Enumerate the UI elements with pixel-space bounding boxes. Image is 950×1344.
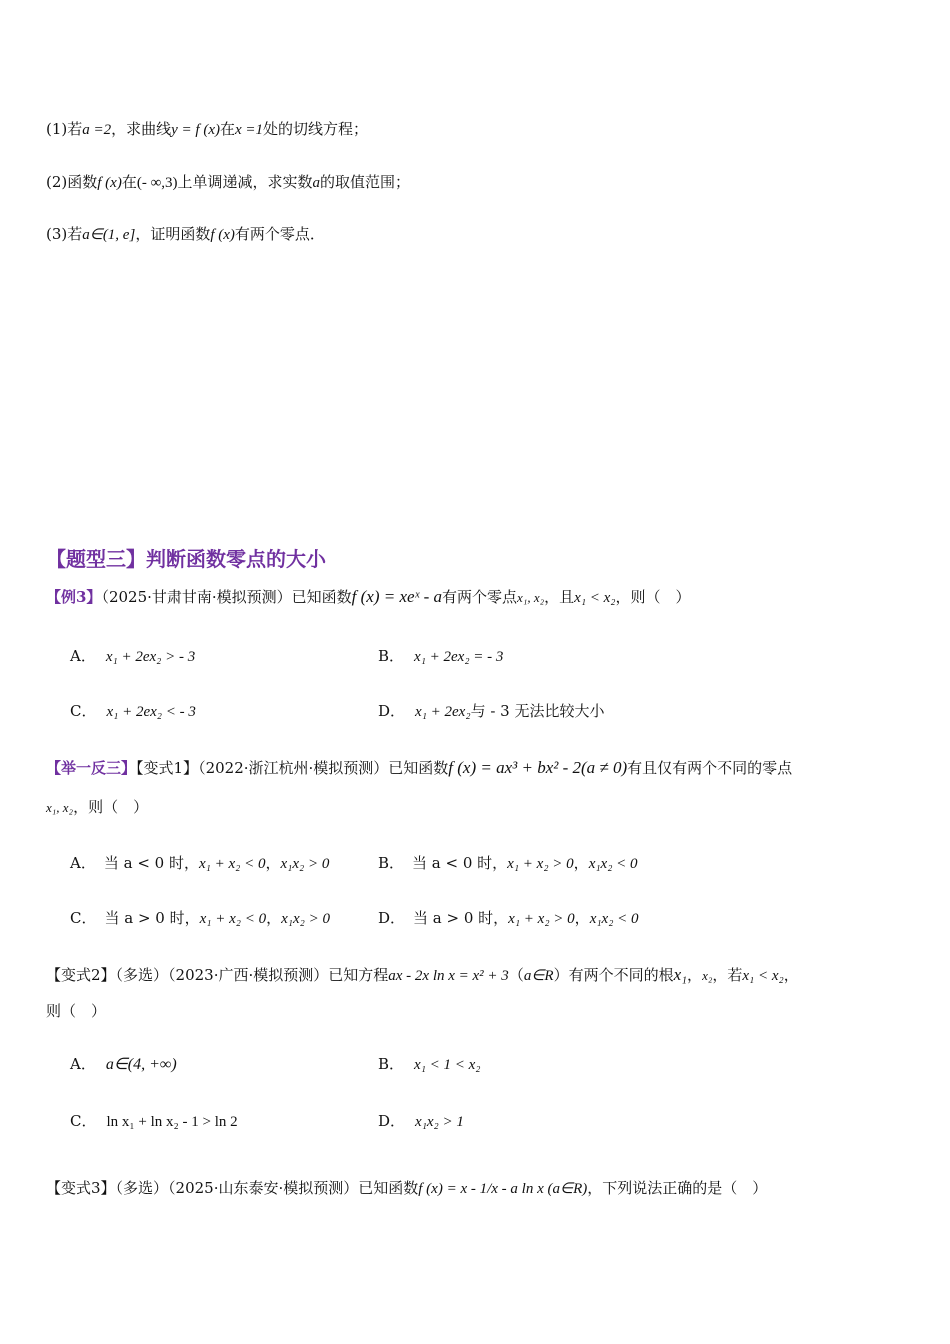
q3-line: (3)若a∈(1, e]，证明函数f (x)有两个零点．: [46, 225, 325, 243]
math: ax - 2x ln x = x² + 3: [388, 968, 509, 984]
math: f (x): [97, 175, 122, 191]
v2-stem-cont: 则（ ）: [46, 1002, 107, 1020]
math: a =2: [82, 122, 112, 138]
math: x₁ < x₂: [742, 968, 784, 984]
v3-tag: 【变式3】: [46, 1179, 116, 1197]
ex3-option-b[interactable]: B． x₁ + 2ex₂ = - 3: [378, 647, 504, 665]
math: f (x) = x - 1/x - a ln x (a∈R): [418, 1181, 588, 1197]
math: a∈R: [523, 968, 554, 984]
ex3-option-d[interactable]: D． x₁ + 2ex₂与 - 3 无法比较大小: [378, 702, 605, 720]
v1-tag: 【举一反三】: [46, 759, 137, 777]
v2-option-c[interactable]: C． ln x₁ + ln x₂ - 1 > ln 2: [70, 1112, 238, 1130]
v2-stem: 【变式2】（多选）（2023·广西·模拟预测）已知方程ax - 2x ln x = x² + 3（a∈R）有两个不同的根x₁，x₂，若x₁ < x₂，: [46, 965, 799, 984]
q1-line: (1)若a =2，求曲线y = f (x)在x =1处的切线方程；: [46, 120, 369, 138]
v2-option-d[interactable]: D． x₁x₂ > 1: [378, 1112, 464, 1130]
section-title: 【题型三】判断函数零点的大小: [46, 547, 326, 571]
v2-tag: 【变式2】: [46, 966, 116, 984]
ex3-stem: 【例3】（2025·甘肃甘南·模拟预测）已知函数f (x) = xeˣ - a有两个零点x₁, x₂，且x₁ < x₂，则（ ）: [46, 587, 691, 606]
math: f (x) = ax³ + bx² - 2(a ≠ 0): [448, 758, 628, 777]
v1-stem: 【举一反三】【变式1】（2022·浙江杭州·模拟预测）已知函数f (x) = ax³ + bx² - 2(a ≠ 0)有且仅有两个不同的零点: [46, 758, 793, 777]
math: x₁: [673, 965, 688, 984]
math: x =1: [235, 122, 264, 138]
v2-option-b[interactable]: B． x₁ < 1 < x₂: [378, 1055, 481, 1073]
math: y = f (x): [171, 122, 220, 138]
v1-option-c[interactable]: C． 当 a > 0 时，x₁ + x₂ < 0，x₁x₂ > 0: [70, 909, 331, 927]
v1-option-b[interactable]: B． 当 a < 0 时，x₁ + x₂ > 0，x₁x₂ < 0: [378, 854, 638, 872]
v2-option-a[interactable]: A． a∈(4, +∞): [70, 1055, 177, 1073]
ex3-option-c[interactable]: C． x₁ + 2ex₂ < - 3: [70, 702, 196, 720]
math: x₁ < x₂: [574, 590, 616, 606]
q2-line: (2)函数f (x)在(- ∞,3)上单调递减，求实数a的取值范围；: [46, 173, 411, 191]
v1-option-a[interactable]: A． 当 a < 0 时，x₁ + x₂ < 0，x₁x₂ > 0: [70, 854, 330, 872]
v3-stem: 【变式3】（多选）（2025·山东泰安·模拟预测）已知函数f (x) = x - 1/x - a ln x (a∈R)，下列说法正确的是（ ）: [46, 1179, 768, 1197]
ex3-tag: 【例3】: [46, 588, 102, 606]
ex3-option-a[interactable]: A． x₁ + 2ex₂ > - 3: [70, 647, 196, 665]
v1-stem-cont: x₁, x₂，则（ ）: [46, 798, 149, 816]
math: f (x): [210, 227, 235, 243]
v1-option-d[interactable]: D． 当 a > 0 时，x₁ + x₂ > 0，x₁x₂ < 0: [378, 909, 639, 927]
math: x₁, x₂: [517, 590, 545, 605]
math: x₁, x₂: [46, 800, 74, 815]
math: a: [312, 175, 321, 191]
math: a∈(1, e]: [82, 227, 136, 243]
math: f (x) = xeˣ - a: [351, 587, 443, 606]
math: x₂: [702, 968, 713, 983]
math: (- ∞,3): [136, 175, 178, 191]
